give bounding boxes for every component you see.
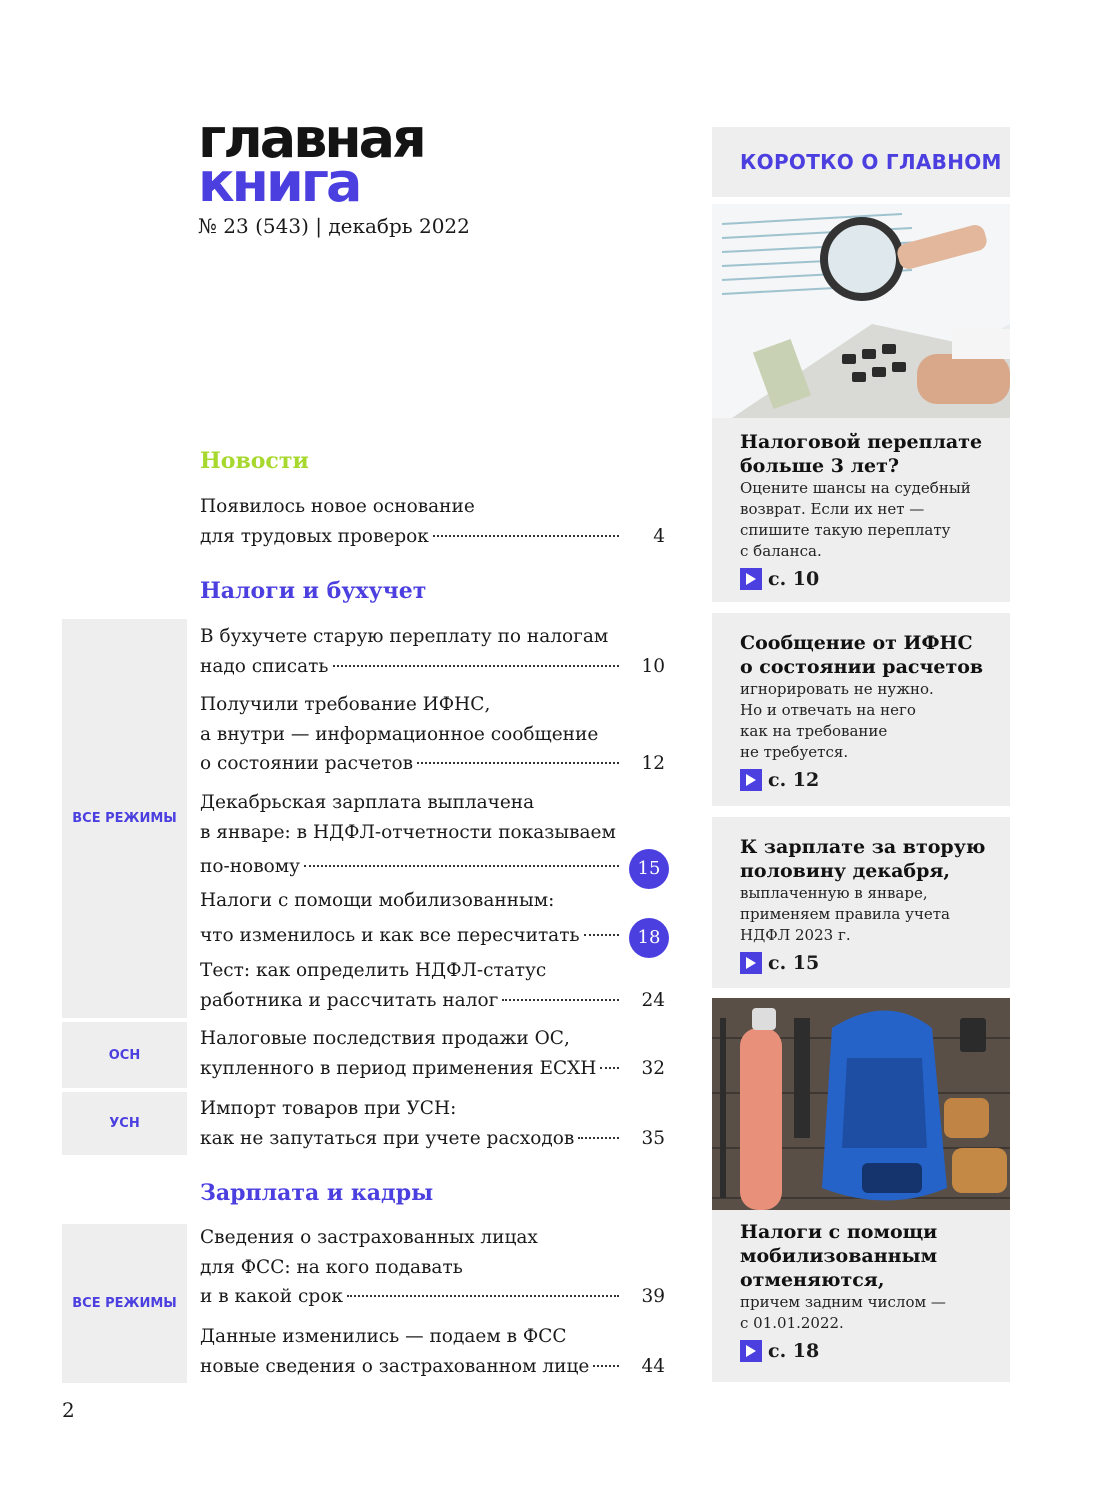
page-number: 44	[641, 1355, 665, 1377]
card-description: выплаченную в январе,	[740, 884, 928, 902]
page-number: 35	[641, 1127, 665, 1149]
card-page-ref: с. 15	[768, 952, 820, 974]
toc-item[interactable]	[200, 1223, 665, 1312]
toc-item-line: работника и рассчитать налог	[200, 989, 499, 1011]
card-page-link[interactable]	[740, 769, 990, 791]
summary-card[interactable]	[712, 1210, 1010, 1382]
toc-item-line: купленного в период применения ЕСХН	[200, 1057, 597, 1079]
card-page-link[interactable]	[740, 952, 990, 974]
page-number: 39	[641, 1286, 665, 1307]
summary-card[interactable]	[712, 613, 1010, 806]
card-description: Но и отвечать на него	[740, 701, 916, 719]
play-arrow-icon	[740, 568, 762, 590]
toc-item-line: в январе: в НДФЛ-отчетности показываем	[200, 821, 616, 843]
page-number: 10	[641, 655, 665, 677]
card-title: отменяются,	[740, 1269, 885, 1291]
toc-item-line: Импорт товаров при УСН:	[200, 1098, 457, 1119]
card-page-ref: с. 18	[768, 1340, 820, 1362]
toc-item-line: по-новому	[200, 856, 301, 878]
toc-item[interactable]	[200, 956, 665, 1015]
regime-label: УСН	[62, 1092, 187, 1155]
toc-item[interactable]	[200, 690, 665, 779]
card-description: спишите такую переплату	[740, 521, 951, 539]
magazine-logo	[198, 107, 424, 215]
card-description: Оцените шансы на судебный	[740, 479, 971, 497]
toc-item[interactable]	[200, 1094, 665, 1153]
regime-label: ОСН	[62, 1022, 187, 1088]
card-title: Налоговой переплате	[740, 431, 983, 453]
toc-item-line: как не запутаться при учете расходов	[200, 1127, 575, 1149]
section-title-salary: Зарплата и кадры	[200, 1180, 434, 1206]
play-arrow-icon	[740, 769, 762, 791]
sidebar-title: КОРОТКО О ГЛАВНОМ	[712, 127, 1010, 197]
card-page-link[interactable]	[740, 568, 990, 590]
summary-card[interactable]	[712, 817, 1010, 988]
page-number: 32	[641, 1057, 665, 1079]
card-description: с баланса.	[740, 542, 822, 560]
toc-item-line: Получили требование ИФНС,	[200, 694, 491, 715]
toc-item[interactable]	[200, 492, 665, 551]
card-title: больше 3 лет?	[740, 455, 899, 477]
issue-info: № 23 (543) | декабрь 2022	[198, 214, 470, 238]
card-description: причем задним числом —	[740, 1293, 946, 1311]
card-title: Налоги с помощи	[740, 1221, 938, 1243]
card-title: К зарплате за вторую	[740, 836, 986, 858]
toc-item-line: для ФСС: на кого подавать	[200, 1256, 463, 1278]
toc-item-line: Тест: как определить НДФЛ-статус	[200, 960, 547, 981]
toc-item-line: новые сведения о застрахованном лице	[200, 1355, 590, 1377]
toc-item[interactable]	[200, 1024, 665, 1083]
page-number-badge: 15	[629, 849, 669, 889]
page-number-footer: 2	[62, 1398, 75, 1422]
toc-item-line: Декабрьская зарплата выплачена	[200, 792, 535, 813]
toc-item-line: и в какой срок	[200, 1286, 343, 1307]
card-description: НДФЛ 2023 г.	[740, 926, 851, 944]
toc-item[interactable]	[200, 1322, 665, 1381]
toc-item-line: Налоги с помощи мобилизованным:	[200, 890, 555, 911]
calculator-photo	[712, 204, 1010, 418]
play-arrow-icon	[740, 1340, 762, 1362]
toc-item-line: Сведения о застрахованных лицах	[200, 1227, 538, 1248]
backpack-photo	[712, 998, 1010, 1210]
card-description: возврат. Если их нет —	[740, 500, 925, 518]
card-description: как на требование	[740, 722, 888, 740]
logo-line-1: главная	[198, 107, 424, 170]
card-page-ref: с. 10	[768, 568, 820, 590]
toc-item-line: Налоговые последствия продажи ОС,	[200, 1028, 570, 1049]
card-description: игнорировать не нужно.	[740, 680, 934, 698]
card-page-ref: с. 12	[768, 769, 820, 791]
summary-card[interactable]	[712, 418, 1010, 602]
toc-item-line: а внутри — информационное сообщение	[200, 723, 599, 745]
regime-label: ВСЕ РЕЖИМЫ	[62, 619, 187, 1018]
toc-item-line: В бухучете старую переплату по налогам	[200, 626, 609, 647]
toc-item-line: Данные изменились — подаем в ФСС	[200, 1326, 567, 1347]
regime-label: ВСЕ РЕЖИМЫ	[62, 1224, 187, 1383]
toc-item[interactable]	[200, 788, 665, 887]
toc-item-line: о состоянии расчетов	[200, 753, 413, 774]
toc-item-line: Появилось новое основание	[200, 496, 475, 517]
toc-item-line: для трудовых проверок	[200, 525, 429, 547]
toc-item[interactable]	[200, 886, 665, 956]
card-description: с 01.01.2022.	[740, 1314, 844, 1332]
section-title-taxes: Налоги и бухучет	[200, 578, 427, 604]
card-description: применяем правила учета	[740, 905, 950, 923]
page-number: 4	[653, 525, 665, 547]
page-number: 12	[641, 753, 665, 774]
toc-item[interactable]	[200, 622, 665, 681]
card-title: половину декабря,	[740, 860, 951, 882]
card-page-link[interactable]	[740, 1340, 990, 1362]
page-number-badge: 18	[629, 918, 669, 958]
toc-item-line: надо списать	[200, 655, 329, 677]
logo-line-2: книга	[198, 151, 360, 215]
page-number: 24	[641, 989, 665, 1011]
toc-item-line: что изменилось и как все пересчитать	[200, 924, 580, 946]
play-arrow-icon	[740, 952, 762, 974]
card-title: мобилизованным	[740, 1245, 938, 1267]
card-title: Сообщение от ИФНС	[740, 632, 973, 654]
card-description: не требуется.	[740, 743, 849, 761]
card-title: о состоянии расчетов	[740, 656, 984, 678]
section-title-news: Новости	[200, 448, 309, 474]
